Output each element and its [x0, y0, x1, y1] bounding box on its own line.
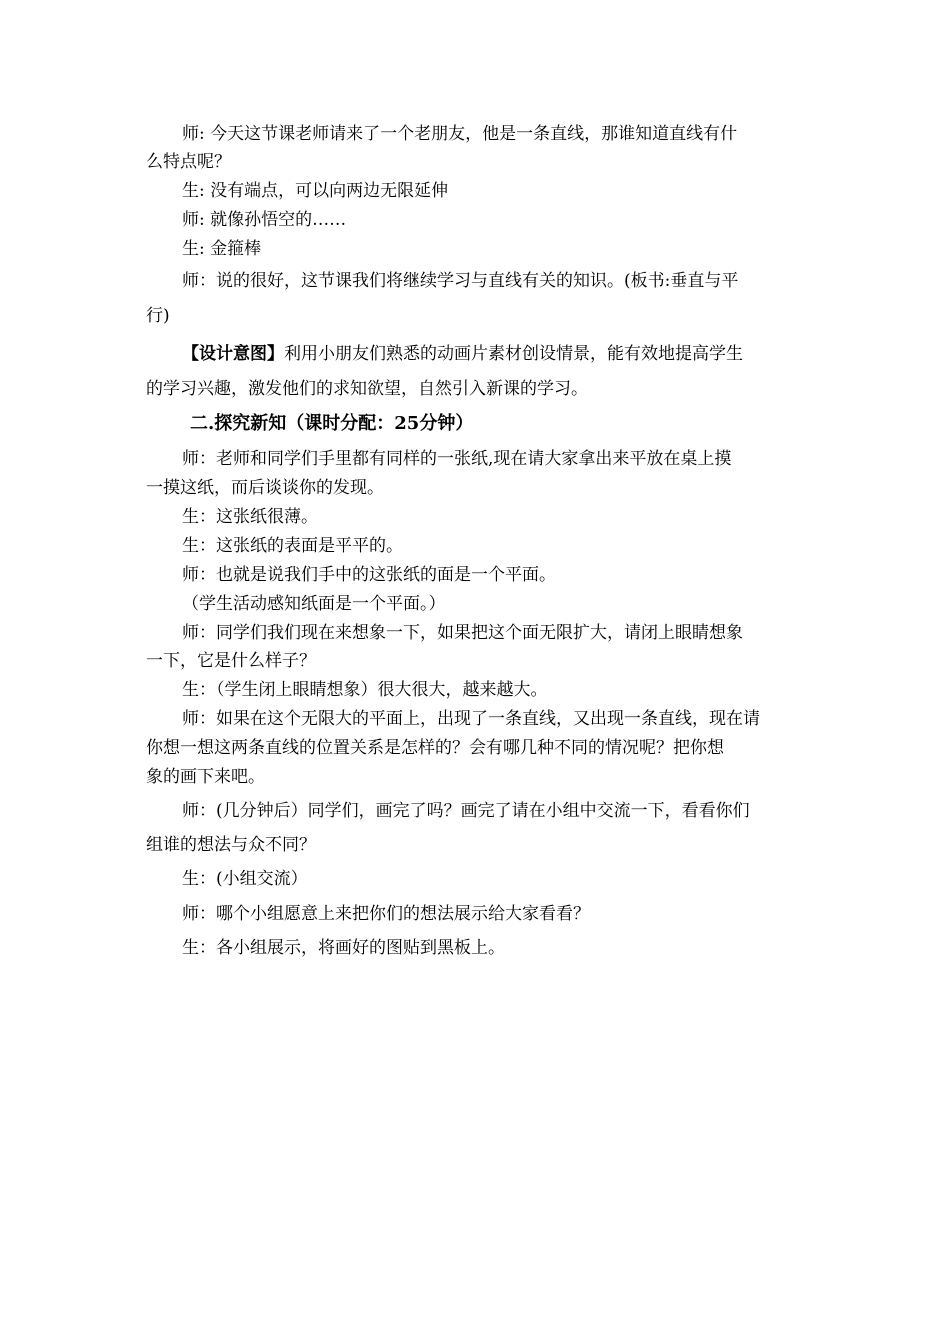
section-heading: 二.探究新知（课时分配：25分钟） [190, 413, 474, 434]
text-line: 师：也就是说我们手中的这张纸的面是一个平面。 [182, 565, 556, 585]
design-intent-label: 【设计意图】 [182, 344, 284, 364]
text-line: 生：这张纸的表面是平平的。 [182, 536, 403, 556]
text-line: 生：这张纸很薄。 [182, 507, 318, 527]
text-line: 师：说的很好，这节课我们将继续学习与直线有关的知识。(板书:垂直与平 [182, 271, 739, 291]
text-line: 么特点呢？ [146, 152, 231, 172]
text-line: 的学习兴趣，激发他们的求知欲望，自然引入新课的学习。 [146, 379, 588, 399]
text-line: 生: 金箍棒 [182, 239, 262, 259]
text-line: 师: 今天这节课老师请来了一个老朋友，他是一条直线，那谁知道直线有什 [182, 124, 738, 144]
text-line: 师：老师和同学们手里都有同样的一张纸,现在请大家拿出来平放在桌上摸 [182, 449, 732, 469]
text-line: 象的画下来吧。 [146, 767, 265, 787]
text-line: 师：如果在这个无限大的平面上，出现了一条直线，又出现一条直线，现在请 [182, 709, 760, 729]
text-line: 师：(几分钟后）同学们，画完了吗？画完了请在小组中交流一下，看看你们 [182, 801, 750, 821]
text-line: 行) [146, 306, 170, 326]
text-line: 生：各小组展示，将画好的图贴到黑板上。 [182, 938, 505, 958]
text-line: （学生活动感知纸面是一个平面。） [182, 594, 446, 614]
text-line: 你想一想这两条直线的位置关系是怎样的？会有哪几种不同的情况呢？把你想 [146, 738, 724, 758]
text-line: 生: 没有端点，可以向两边无限延伸 [182, 181, 449, 201]
text-line: 一摸这纸，而后谈谈你的发现。 [146, 478, 384, 498]
text-line: 师：哪个小组愿意上来把你们的想法展示给大家看看？ [182, 904, 590, 924]
text-line: 生：（学生闭上眼睛想象）很大很大，越来越大。 [182, 680, 548, 700]
text-line: 师: 就像孙悟空的…… [182, 210, 347, 230]
text-line: 师：同学们我们现在来想象一下，如果把这个面无限扩大，请闭上眼睛想象 [182, 623, 743, 643]
design-intent-paragraph [182, 343, 852, 365]
text-line: 一下，它是什么样子？ [146, 651, 316, 671]
design-intent-text: 利用小朋友们熟悉的动画片素材创设情景，能有效地提高学生 [284, 344, 743, 364]
text-line: 生：(小组交流） [182, 869, 308, 889]
text-line: 组谁的想法与众不同？ [146, 835, 316, 855]
